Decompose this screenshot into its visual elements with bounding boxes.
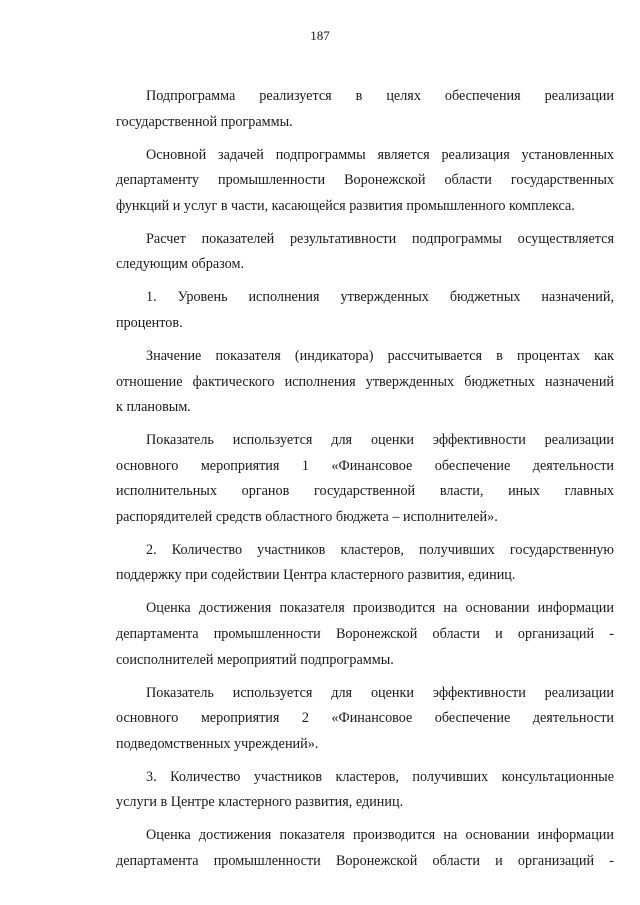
paragraph xyxy=(116,538,614,589)
text-line: 1. Уровень исполнения утвержденных бюджетных назначений, xyxy=(146,289,614,306)
paragraph xyxy=(116,84,614,135)
text-line: департамента промышленности Воронежской области и организаций - xyxy=(116,626,614,643)
paragraph xyxy=(116,143,614,220)
paragraph xyxy=(116,285,614,336)
paragraph xyxy=(116,681,614,758)
paragraph xyxy=(116,344,614,421)
text-line: Показатель используется для оценки эффективности реализации xyxy=(146,432,614,449)
paragraph xyxy=(116,765,614,816)
text-line: отношение фактического исполнения утвержденных бюджетных назначений xyxy=(116,373,614,390)
text-line: поддержку при содействии Центра кластерного развития, единиц. xyxy=(116,567,516,584)
text-line: основного мероприятия 1 «Финансовое обеспечение деятельности xyxy=(116,457,614,474)
paragraph xyxy=(116,428,614,530)
text-line: Оценка достижения показателя производится на основании информации xyxy=(146,827,614,844)
text-line: департамента промышленности Воронежской области и организаций - xyxy=(116,852,614,869)
paragraph xyxy=(116,227,614,278)
text-line: Показатель используется для оценки эффективности реализации xyxy=(146,684,614,701)
text-line: Оценка достижения показателя производится на основании информации xyxy=(146,600,614,617)
document-body xyxy=(116,84,614,882)
text-line: государственной программы. xyxy=(116,113,293,130)
paragraph xyxy=(116,823,614,874)
text-line: следующим образом. xyxy=(116,256,245,273)
text-line: функций и услуг в части, касающейся развития промышленного комплекса. xyxy=(116,197,575,214)
text-line: 2. Количество участников кластеров, получивших государственную xyxy=(146,541,614,558)
text-line: департаменту промышленности Воронежской области государственных xyxy=(116,172,614,189)
text-line: процентов. xyxy=(116,314,183,331)
text-line: Расчет показателей результативности подпрограммы осуществляется xyxy=(146,230,614,247)
text-line: основного мероприятия 2 «Финансовое обеспечение деятельности xyxy=(116,710,614,727)
text-line: Значение показателя (индикатора) рассчитывается в процентах как xyxy=(146,347,614,364)
text-line: соисполнителей мероприятий подпрограммы. xyxy=(116,651,394,668)
paragraph xyxy=(116,596,614,673)
text-line: распорядителей средств областного бюджета – исполнителей». xyxy=(116,508,498,525)
text-line: Подпрограмма реализуется в целях обеспечения реализации xyxy=(146,88,614,104)
text-line: Основной задачей подпрограммы является реализация установленных xyxy=(146,146,614,163)
text-line: подведомственных учреждений». xyxy=(116,735,319,752)
text-line: исполнительных органов государственной власти, иных главных xyxy=(116,483,614,500)
text-line: услуги в Центре кластерного развития, единиц. xyxy=(116,794,404,811)
text-line: к плановым. xyxy=(116,399,191,416)
text-line: 3. Количество участников кластеров, получивших консультационные xyxy=(146,768,614,785)
page-number: 187 xyxy=(310,28,330,43)
